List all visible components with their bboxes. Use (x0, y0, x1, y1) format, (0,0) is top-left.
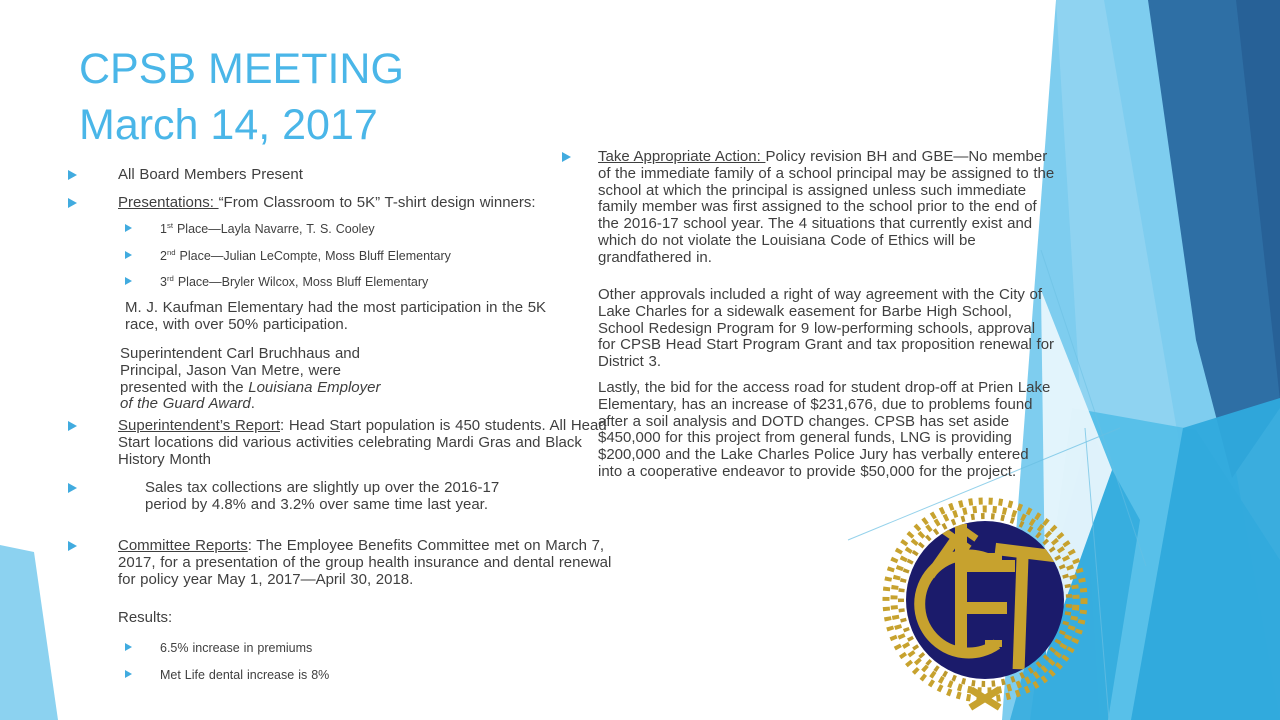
list-item-sales-tax (68, 480, 535, 514)
list-item-text: Superintendent’s Report: Head Start population is 450 students. All Head Start locations did various activities celebrating Mardi Gras and Black History Month (118, 417, 607, 468)
bullet-triangle-icon (562, 152, 571, 162)
bullet-triangle-icon (68, 170, 77, 180)
list-item-dental-increase (125, 668, 560, 682)
paragraph-text: Lastly, the bid for the access road for student drop-off at Prien Lake Elementary, has an increase of $231,676, due to problems found after a soil analysis and DOTD changes. CPSB has set aside $450,000 for this project from general funds, LNG is providing $200,000 and the Lake Charles Police Jury has verbally entered into a cooperative endeavor to provide $50,000 for the project. (598, 379, 1051, 480)
paragraph-other-approvals (598, 287, 1056, 371)
paragraph-text: Superintendent Carl Bruchhaus and Principal, Jason Van Metre, were presented with the Louisiana Employer of the Guard Award. (120, 345, 381, 413)
list-item-text: 3rd Place—Bryler Wilcox, Moss Bluff Elementary (160, 273, 429, 289)
list-item-third-place (125, 275, 600, 289)
list-item-text: Take Appropriate Action: Policy revision BH and GBE—No member of the immediate family of a school principal may be assigned to the school at which the principal is assigned unless such immediate family member was first assigned to the school prior to the end of the 2016-17 school year. The 4 situations that currently exist and which do not violate the Louisiana Code of Ethics will be grandfathered in. (598, 148, 1055, 266)
cft-laurel-logo (872, 487, 1098, 713)
bullet-triangle-icon (68, 198, 77, 208)
list-item-presentations (68, 195, 630, 212)
bullet-triangle-icon (68, 421, 77, 431)
list-item-superintendents-report (68, 418, 623, 468)
list-item-second-place (125, 249, 600, 263)
paragraph-text: Other approvals included a right of way agreement with the City of Lake Charles for a sidewalk easement for Barbe High School, School Redesign Program for 9 low-performing schools, approval for CPSB Head Start Program Grant and tax proposition renewal for District 3. (598, 286, 1055, 371)
bullet-triangle-icon (125, 224, 132, 232)
slide-title (79, 42, 404, 154)
label-text: Results: (118, 609, 173, 626)
list-item-text: 1st Place—Layla Navarre, T. S. Cooley (160, 220, 375, 236)
bullet-triangle-icon (125, 251, 132, 259)
bullet-triangle-icon (68, 541, 77, 551)
list-item-board-members (68, 167, 623, 184)
list-item-first-place (125, 222, 600, 236)
bullet-triangle-icon (125, 670, 132, 678)
list-item-committee-reports (68, 538, 620, 588)
label-results (118, 610, 318, 627)
paragraph-text: M. J. Kaufman Elementary had the most participation in the 5K race, with over 50% participation. (125, 299, 547, 333)
list-item-text: All Board Members Present (118, 166, 303, 183)
bullet-triangle-icon (68, 483, 77, 493)
list-item-text: 2nd Place—Julian LeCompte, Moss Bluff Elementary (160, 247, 451, 263)
list-item-text: 6.5% increase in premiums (160, 641, 313, 655)
bottom-left-wedge (0, 545, 58, 720)
list-item-text: Committee Reports: The Employee Benefits Committee met on March 7, 2017, for a presentation of the group health insurance and dental renewal for policy year May 1, 2017—April 30, 2018. (118, 537, 612, 588)
list-item-premiums-increase (125, 641, 560, 655)
list-item-text: Met Life dental increase is 8% (160, 668, 330, 682)
paragraph-access-road-bid (598, 380, 1056, 481)
bullet-triangle-icon (125, 277, 132, 285)
list-item-text: Sales tax collections are slightly up over the 2016-17 period by 4.8% and 3.2% over same time last year. (145, 479, 500, 513)
paragraph-guard-award (120, 346, 382, 413)
title-line-2: March 14, 2017 (79, 100, 378, 149)
bullet-triangle-icon (125, 643, 132, 651)
list-item-text: Presentations: “From Classroom to 5K” T-shirt design winners: (118, 194, 536, 211)
paragraph-kaufman-participation (125, 300, 570, 334)
list-item-take-appropriate-action (562, 149, 1056, 267)
title-line-1: CPSB MEETING (79, 45, 404, 93)
